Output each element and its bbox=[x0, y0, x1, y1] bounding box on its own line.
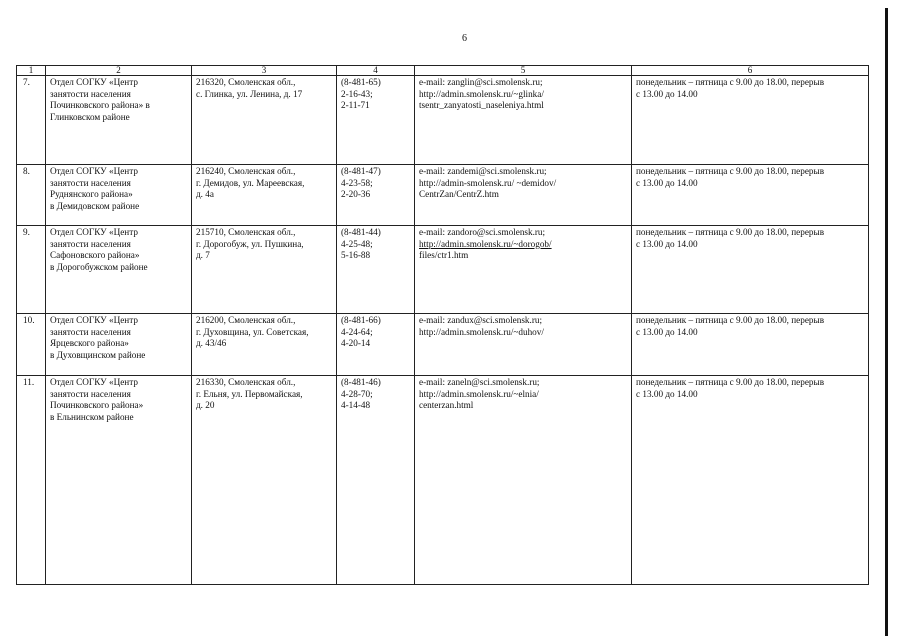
column-header: 2 bbox=[46, 66, 192, 76]
office-contacts bbox=[415, 226, 632, 314]
office-phones: (8-481-66) 4-24-64; 4-20-14 bbox=[337, 314, 415, 376]
office-hours: понедельник – пятница с 9.00 до 18.00, перерыв с 13.00 до 14.00 bbox=[632, 76, 869, 165]
office-website-path[interactable]: files/ctr1.htm bbox=[419, 250, 469, 260]
table-row bbox=[17, 226, 869, 314]
office-contacts bbox=[415, 165, 632, 226]
row-number: 11. bbox=[17, 376, 46, 585]
office-name: Отдел СОГКУ «Центр занятости населения Ярцевского района» в Духовщинском районе bbox=[46, 314, 192, 376]
office-address: 216240, Смоленская обл., г. Демидов, ул. Мареевская, д. 4а bbox=[192, 165, 337, 226]
office-email[interactable]: e-mail: zandux@sci.smolensk.ru; bbox=[419, 315, 543, 325]
table-row bbox=[17, 376, 869, 585]
row-number: 10. bbox=[17, 314, 46, 376]
office-address: 216330, Смоленская обл., г. Ельня, ул. Первомайская, д. 20 bbox=[192, 376, 337, 585]
office-phones: (8-481-47) 4-23-58; 2-20-36 bbox=[337, 165, 415, 226]
office-name: Отдел СОГКУ «Центр занятости населения Руднянского района» в Демидовском районе bbox=[46, 165, 192, 226]
office-email[interactable]: e-mail: zanglin@sci.smolensk.ru; bbox=[419, 77, 543, 87]
office-phones: (8-481-46) 4-28-70; 4-14-48 bbox=[337, 376, 415, 585]
employment-centers-table bbox=[16, 65, 869, 585]
office-address: 216320, Смоленская обл., с. Глинка, ул. Ленина, д. 17 bbox=[192, 76, 337, 165]
office-address: 215710, Смоленская обл., г. Дорогобуж, ул. Пушкина, д. 7 bbox=[192, 226, 337, 314]
office-website[interactable]: http://admin.smolensk.ru/~elnia/ centerzan.html bbox=[419, 388, 539, 410]
office-website[interactable]: http://admin.smolensk.ru/~duhov/ bbox=[419, 326, 544, 337]
office-name: Отдел СОГКУ «Центр занятости населения Сафоновского района» в Дорогобужском районе bbox=[46, 226, 192, 314]
row-number: 8. bbox=[17, 165, 46, 226]
office-hours: понедельник – пятница с 9.00 до 18.00, перерыв с 13.00 до 14.00 bbox=[632, 226, 869, 314]
page-number: 6 bbox=[462, 33, 467, 44]
column-header: 5 bbox=[415, 66, 632, 76]
office-email[interactable]: e-mail: zandemi@sci.smolensk.ru; bbox=[419, 166, 547, 176]
office-website[interactable]: http://admin.smolensk.ru/~glinka/ tsentr_zanyatosti_naseleniya.html bbox=[419, 88, 544, 110]
office-website[interactable]: http://admin.smolensk.ru/~dorogob/ bbox=[419, 238, 552, 249]
office-name: Отдел СОГКУ «Центр занятости населения Починковского района» в Ельнинском районе bbox=[46, 376, 192, 585]
office-phones: (8-481-44) 4-25-48; 5-16-88 bbox=[337, 226, 415, 314]
office-contacts bbox=[415, 76, 632, 165]
office-hours: понедельник – пятница с 9.00 до 18.00, перерыв с 13.00 до 14.00 bbox=[632, 314, 869, 376]
office-name: Отдел СОГКУ «Центр занятости населения Починковского района» в Глинковском районе bbox=[46, 76, 192, 165]
page-edge-bar bbox=[885, 8, 888, 636]
column-header: 1 bbox=[17, 66, 46, 76]
table-row bbox=[17, 165, 869, 226]
column-header: 4 bbox=[337, 66, 415, 76]
office-website[interactable]: http://admin-smolensk.ru/ ~demidov/ CentrZan/CentrZ.htm bbox=[419, 177, 557, 199]
office-phones: (8-481-65) 2-16-43; 2-11-71 bbox=[337, 76, 415, 165]
office-hours: понедельник – пятница с 9.00 до 18.00, перерыв с 13.00 до 14.00 bbox=[632, 165, 869, 226]
column-header: 3 bbox=[192, 66, 337, 76]
row-number: 9. bbox=[17, 226, 46, 314]
office-contacts bbox=[415, 314, 632, 376]
office-email[interactable]: e-mail: zaneln@sci.smolensk.ru; bbox=[419, 377, 540, 387]
office-contacts bbox=[415, 376, 632, 585]
row-number: 7. bbox=[17, 76, 46, 165]
column-header: 6 bbox=[632, 66, 869, 76]
table-row bbox=[17, 76, 869, 165]
office-email[interactable]: e-mail: zandoro@sci.smolensk.ru; bbox=[419, 227, 546, 237]
column-number-row bbox=[17, 66, 869, 76]
office-hours: понедельник – пятница с 9.00 до 18.00, перерыв с 13.00 до 14.00 bbox=[632, 376, 869, 585]
office-address: 216200, Смоленская обл., г. Духовщина, ул. Советская, д. 43/46 bbox=[192, 314, 337, 376]
table-row bbox=[17, 314, 869, 376]
